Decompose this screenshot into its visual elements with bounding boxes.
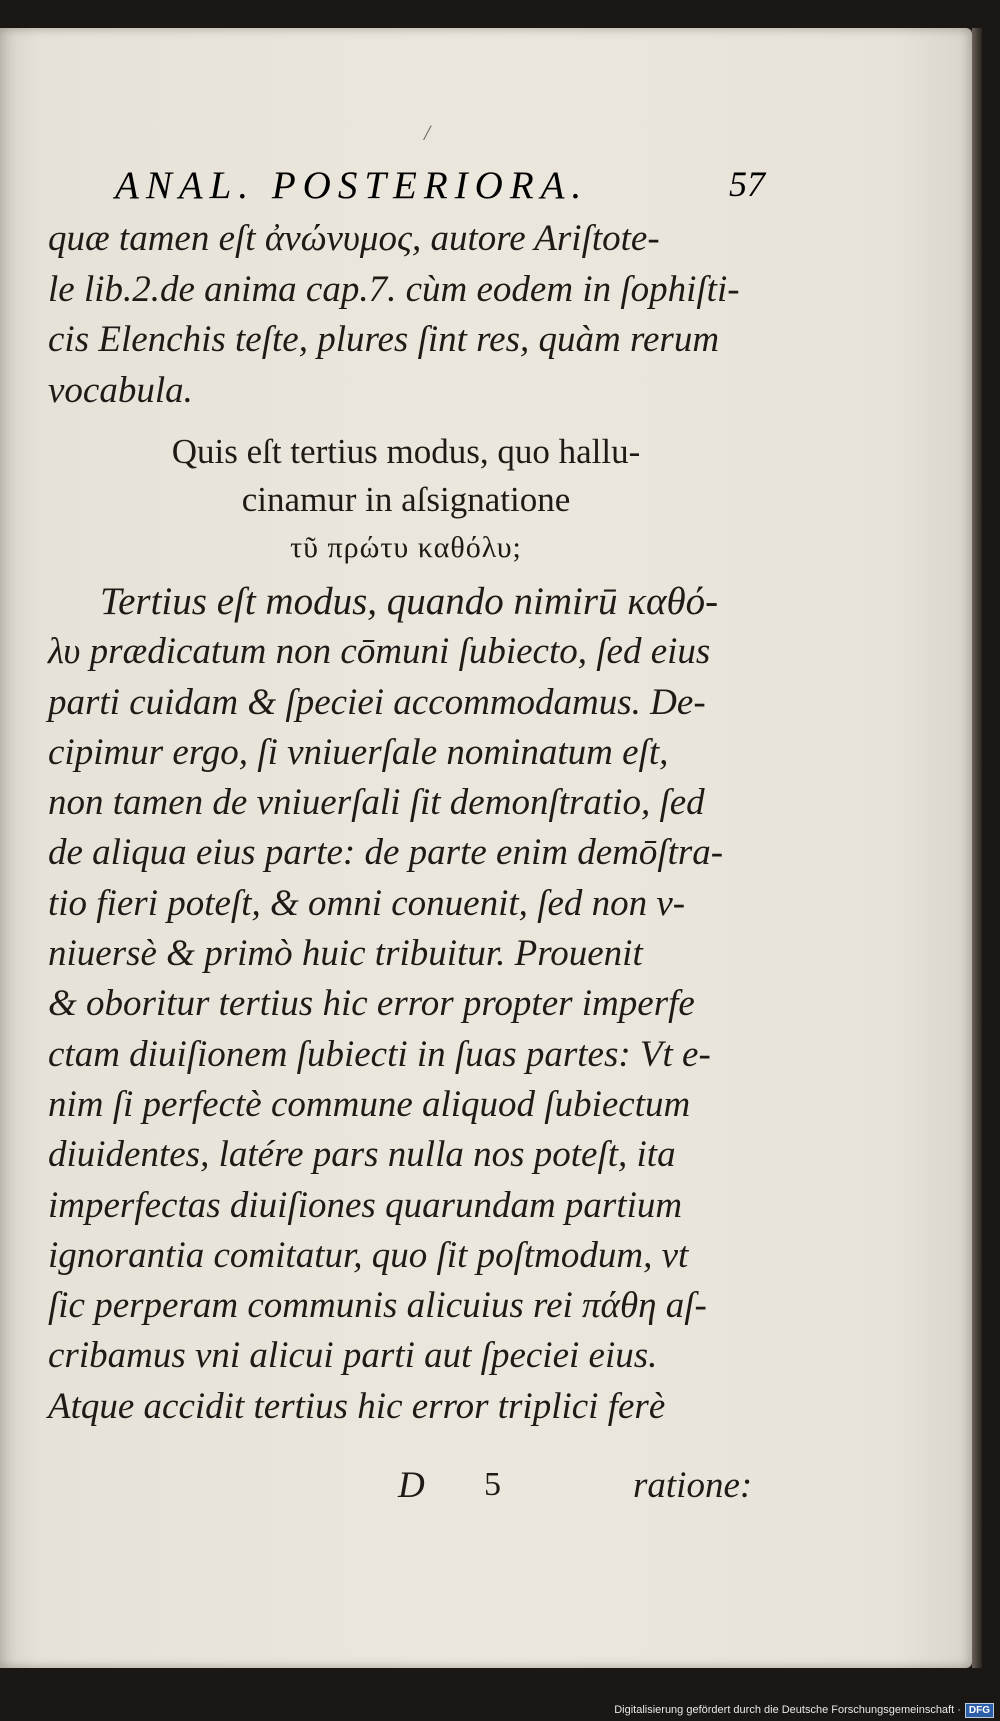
page-number: 57 [729, 164, 765, 204]
text-line: ctam diuiſionem ſubiecti in ſuas partes: Vt e- [48, 1033, 711, 1075]
text-line: de aliqua eius parte: de parte enim demōſtra- [48, 832, 724, 874]
dfg-logo-icon[interactable]: DFG [965, 1703, 994, 1718]
heading-line-greek: τῦ πρώτυ καθόλυ; [290, 531, 522, 564]
text-line: tio fieri poteſt, & omni conuenit, ſed non v- [48, 882, 686, 924]
text-line: ſic perperam communis alicuius rei πάθη aſ- [48, 1285, 707, 1327]
text-line: diuidentes, latére pars nulla nos poteſt, ita [48, 1134, 676, 1176]
text-line: vocabula. [48, 369, 193, 411]
margin-mark: / [424, 120, 431, 145]
funding-note [614, 1700, 994, 1720]
text-line: quæ tamen eſt ἀνώνυμος, autore Ariſtote- [48, 218, 660, 259]
text-line: niuersè & primò huic tribuitur. Prouenit [48, 933, 643, 975]
answer-paragraph [48, 577, 723, 1432]
text-line: cipimur ergo, ſi vniuerſale nominatum eſt, [48, 731, 669, 773]
signature-mark: D [398, 1465, 425, 1506]
funding-note-text: Digitalisierung gefördert durch die Deutsche Forschungsgemeinschaft · [614, 1704, 961, 1716]
heading-line: cinamur in aſsignatione [241, 480, 571, 519]
text-line: ignorantia comitatur, quo ſit poſtmodum, vt [48, 1234, 689, 1276]
paragraph-continued [48, 214, 740, 416]
text-line: imperfectas diuiſiones quarundam partium [48, 1184, 683, 1226]
text-line: & oboritur tertius hic error propter imperfe [48, 983, 695, 1025]
text-line: cribamus vni alicui parti aut ſpeciei eius. [48, 1335, 658, 1377]
page-edge [972, 28, 982, 1668]
catchword: ratione: [633, 1465, 753, 1506]
running-head-title: ANAL. POSTERIORA. [115, 164, 589, 207]
text-line: le lib.2.de anima cap.7. cùm eodem in ſophiſti- [48, 268, 740, 310]
heading-line: Quis eſt tertius modus, quo hallu- [171, 432, 641, 471]
text-line: cis Elenchis teſte, plures ſint res, quàm rerum [48, 319, 720, 360]
text-line: λυ prædicatum non cōmuni ſubiecto, ſed eius [48, 631, 711, 673]
text-line: nim ſi perfectè commune aliquod ſubiectum [48, 1083, 691, 1125]
book-page [0, 28, 972, 1668]
running-head [65, 163, 765, 213]
page-footer [0, 1464, 972, 1514]
text-line: Atque accidit tertius hic error triplici ferè [48, 1385, 666, 1427]
text-line: parti cuidam & ſpeciei accommodamus. De- [48, 681, 706, 723]
question-heading [48, 428, 764, 572]
text-line: Tertius eſt modus, quando nimirū καθό- [100, 580, 719, 623]
signature-number: 5 [484, 1466, 501, 1503]
text-line: non tamen de vniuerſali ſit demonſtratio, ſed [48, 782, 705, 824]
